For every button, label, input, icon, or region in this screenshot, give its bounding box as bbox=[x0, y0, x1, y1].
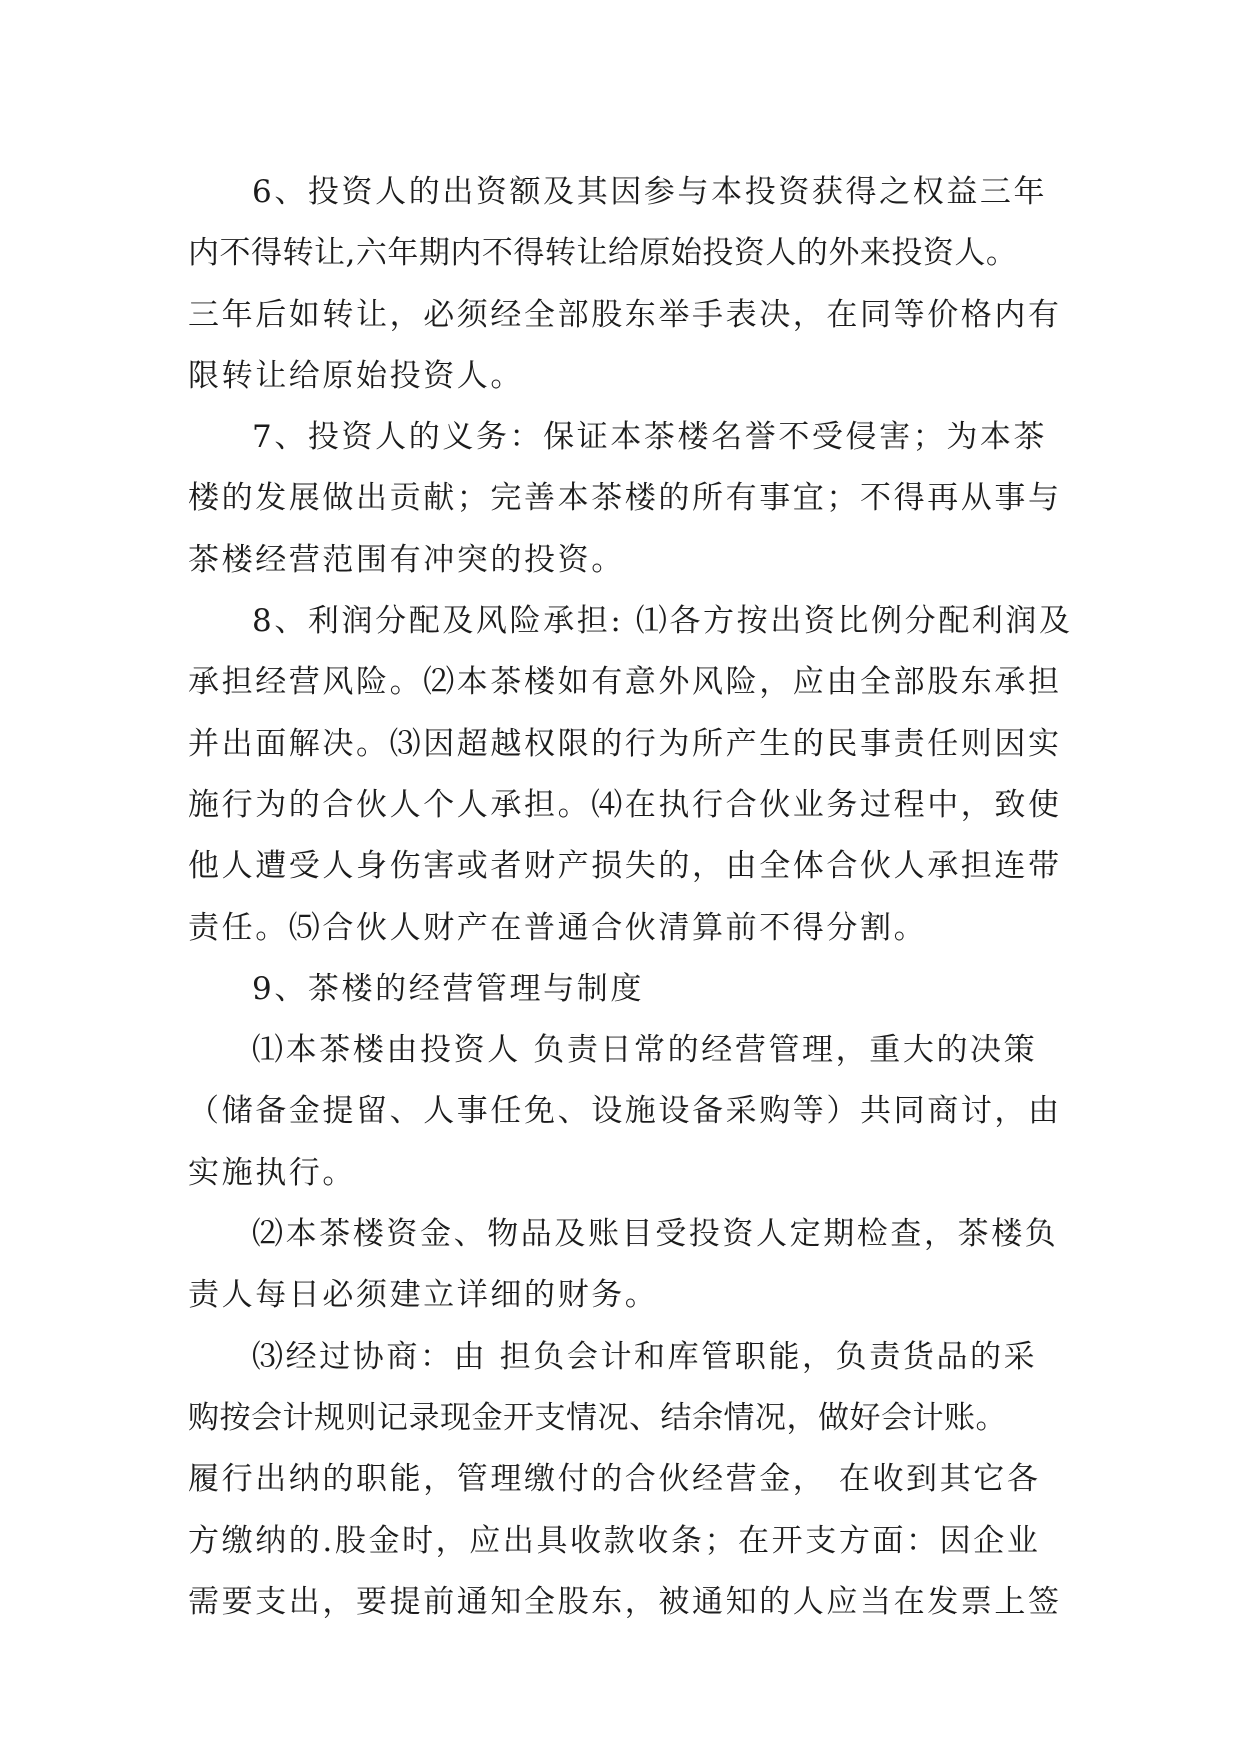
text-line: 需要支出，要提前通知全股东，被通知的人应当在发票上签 bbox=[188, 1583, 1062, 1620]
text-line: 8、利润分配及风险承担: ⑴各方按出资比例分配利润及 bbox=[252, 603, 1073, 640]
text-line: 三年后如转让，必须经全部股东举手表决，在同等价格内有 bbox=[188, 296, 1062, 333]
text-line: 内不得转让,六年期内不得转让给原始投资人的外来投资人。 bbox=[188, 235, 1018, 272]
text-line: 7、投资人的义务：保证本茶楼名誉不受侵害；为本茶 bbox=[252, 419, 1048, 456]
text-line: ⑴本茶楼由投资人 负责日常的经营管理，重大的决策 bbox=[252, 1032, 1038, 1069]
text-line: （储备金提留、人事任免、设施设备采购等）共同商讨，由 bbox=[188, 1093, 1062, 1130]
text-line: ⑵本茶楼资金、物品及账目受投资人定期检查，茶楼负 bbox=[252, 1216, 1059, 1253]
text-line: 购按会计规则记录现金开支情况、结余情况，做好会计账。 bbox=[188, 1399, 1007, 1436]
text-line: 茶楼经营范围有冲突的投资。 bbox=[188, 541, 625, 578]
text-line: 责人每日必须建立详细的财务。 bbox=[188, 1277, 659, 1314]
text-line: 履行出纳的职能，管理缴付的合伙经营金， 在收到其它各 bbox=[188, 1461, 1041, 1498]
text-line: ⑶经过协商：由 担负会计和库管职能，负责货品的采 bbox=[252, 1338, 1038, 1375]
text-line: 责任。⑸合伙人财产在普通合伙清算前不得分割。 bbox=[188, 909, 928, 946]
text-line: 实施执行。 bbox=[188, 1154, 356, 1191]
text-line: 他人遭受人身伤害或者财产损失的，由全体合伙人承担连带 bbox=[188, 848, 1062, 885]
text-line: 并出面解决。⑶因超越权限的行为所产生的民事责任则因实 bbox=[188, 725, 1062, 762]
text-line: 楼的发展做出贡献；完善本茶楼的所有事宜；不得再从事与 bbox=[188, 480, 1062, 517]
text-line: 方缴纳的.股金时，应出具收款收条；在开支方面：因企业 bbox=[188, 1522, 1041, 1559]
text-line: 9、茶楼的经营管理与制度 bbox=[252, 970, 644, 1007]
document-body bbox=[188, 162, 1088, 1633]
text-line: 限转让给原始投资人。 bbox=[188, 357, 524, 394]
text-line: 承担经营风险。⑵本茶楼如有意外风险，应由全部股东承担 bbox=[188, 664, 1062, 701]
text-line: 施行为的合伙人个人承担。⑷在执行合伙业务过程中，致使 bbox=[188, 786, 1062, 823]
text-line: 6、投资人的出资额及其因参与本投资获得之权益三年 bbox=[252, 174, 1048, 210]
